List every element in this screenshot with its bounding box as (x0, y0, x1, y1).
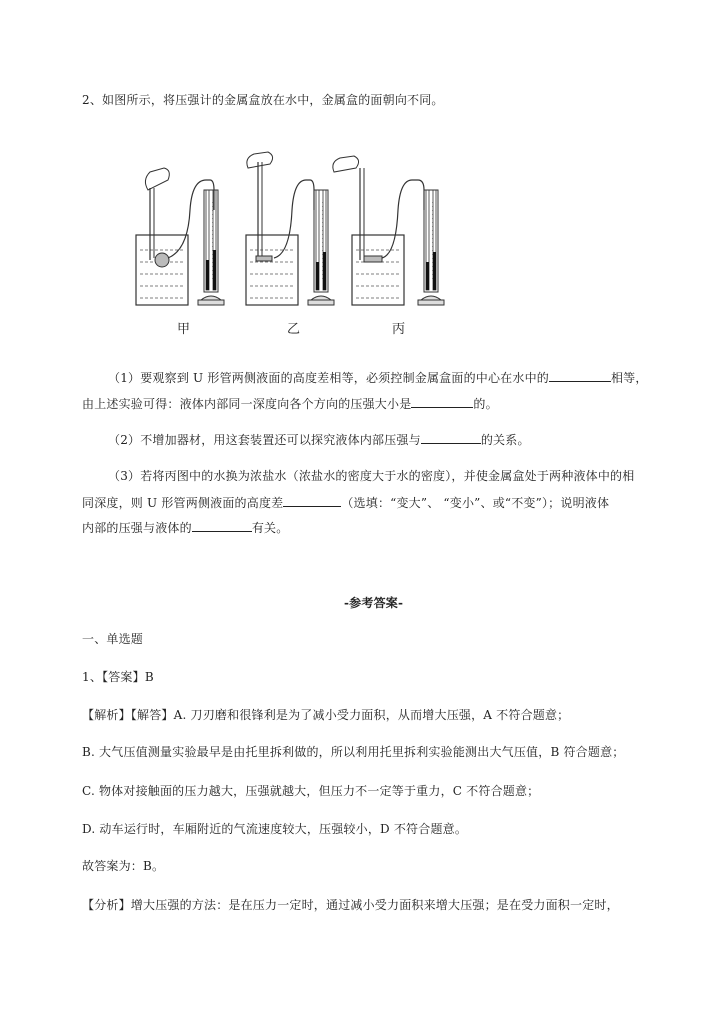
part3-text-d: 内部的压强与液体的 (82, 521, 192, 535)
apparatus-yi (246, 152, 334, 305)
part3-line2 (82, 494, 609, 511)
part3-line1: （3）若将丙图中的水换为浓盐水（浓盐水的密度大于水的密度），并使金属盒处于两种液体中的相 (108, 469, 635, 483)
part1-line1 (108, 369, 648, 386)
part2-text-a: （2）不增加器材，用这套装置还可以探究液体内部压强与 (108, 433, 421, 447)
question-intro: 2、如图所示，将压强计的金属盒放在水中，金属盒的面朝向不同。 (82, 93, 444, 107)
figure-label-bing: 丙 (392, 322, 406, 337)
blank-5[interactable] (192, 519, 252, 532)
part1-text-c: 由上述实验可得：液体内部同一深度向各个方向的压强大小是 (82, 397, 412, 411)
experiment-figure (128, 150, 448, 340)
metal-box-icon (155, 253, 169, 267)
part1-text-d: 的。 (473, 397, 498, 411)
analysis-a: 【解析】【解答】A. 刀刃磨和很锋利是为了减小受力面积，从而增大压强，A 不符合题意； (82, 708, 570, 722)
figure-label-yi: 乙 (287, 322, 301, 337)
apparatus-jia (136, 168, 224, 305)
analysis-b: B. 大气压值测量实验最早是由托里拆利做的，所以利用托里拆利实验能测出大气压值，B 符合题意； (82, 745, 625, 759)
hand-icon (247, 152, 273, 168)
part3-text-e: 有关。 (251, 521, 289, 535)
section-heading: 一、单选题 (82, 632, 144, 646)
part3-text-c: （选填：“变大”、 “变小”、或“不变”）；说明液体 (341, 496, 610, 510)
part2-text-b: 的关系。 (480, 433, 530, 447)
hand-icon (333, 156, 359, 172)
analysis-fenxi: 【分析】增大压强的方法：是在压力一定时，通过减小受力面积来增大压强；是在受力面积一定时， (82, 898, 619, 912)
part1-text-b: 相等， (610, 371, 648, 385)
metal-box-icon (256, 256, 272, 261)
analysis-d: D. 动车运行时，车厢附近的气流速度较大，压强较小，D 不符合题意。 (82, 822, 468, 836)
hand-icon (145, 168, 169, 190)
part2-line (108, 431, 530, 448)
blank-3[interactable] (421, 431, 481, 444)
answer-conclusion: 故答案为：B。 (82, 859, 165, 873)
answer-q1: 1、【答案】B (82, 670, 154, 684)
analysis-c: C. 物体对接触面的压力越大，压强就越大，但压力不一定等于重力，C 不符合题意； (82, 784, 540, 798)
blank-2[interactable] (411, 395, 473, 408)
blank-1[interactable] (549, 369, 611, 382)
part3-line3 (82, 519, 288, 536)
apparatus-bing (333, 156, 444, 305)
part3-text-b: 同深度，则 U 形管两侧液面的高度差 (82, 496, 284, 510)
part1-line2 (82, 395, 498, 412)
metal-box-icon (364, 256, 382, 262)
figure-label-jia: 甲 (177, 322, 191, 337)
answers-title: -参考答案- (344, 596, 404, 610)
part1-text-a: （1）要观察到 U 形管两侧液面的高度差相等，必须控制金属盒面的中心在水中的 (108, 371, 549, 385)
blank-4[interactable] (283, 494, 341, 507)
